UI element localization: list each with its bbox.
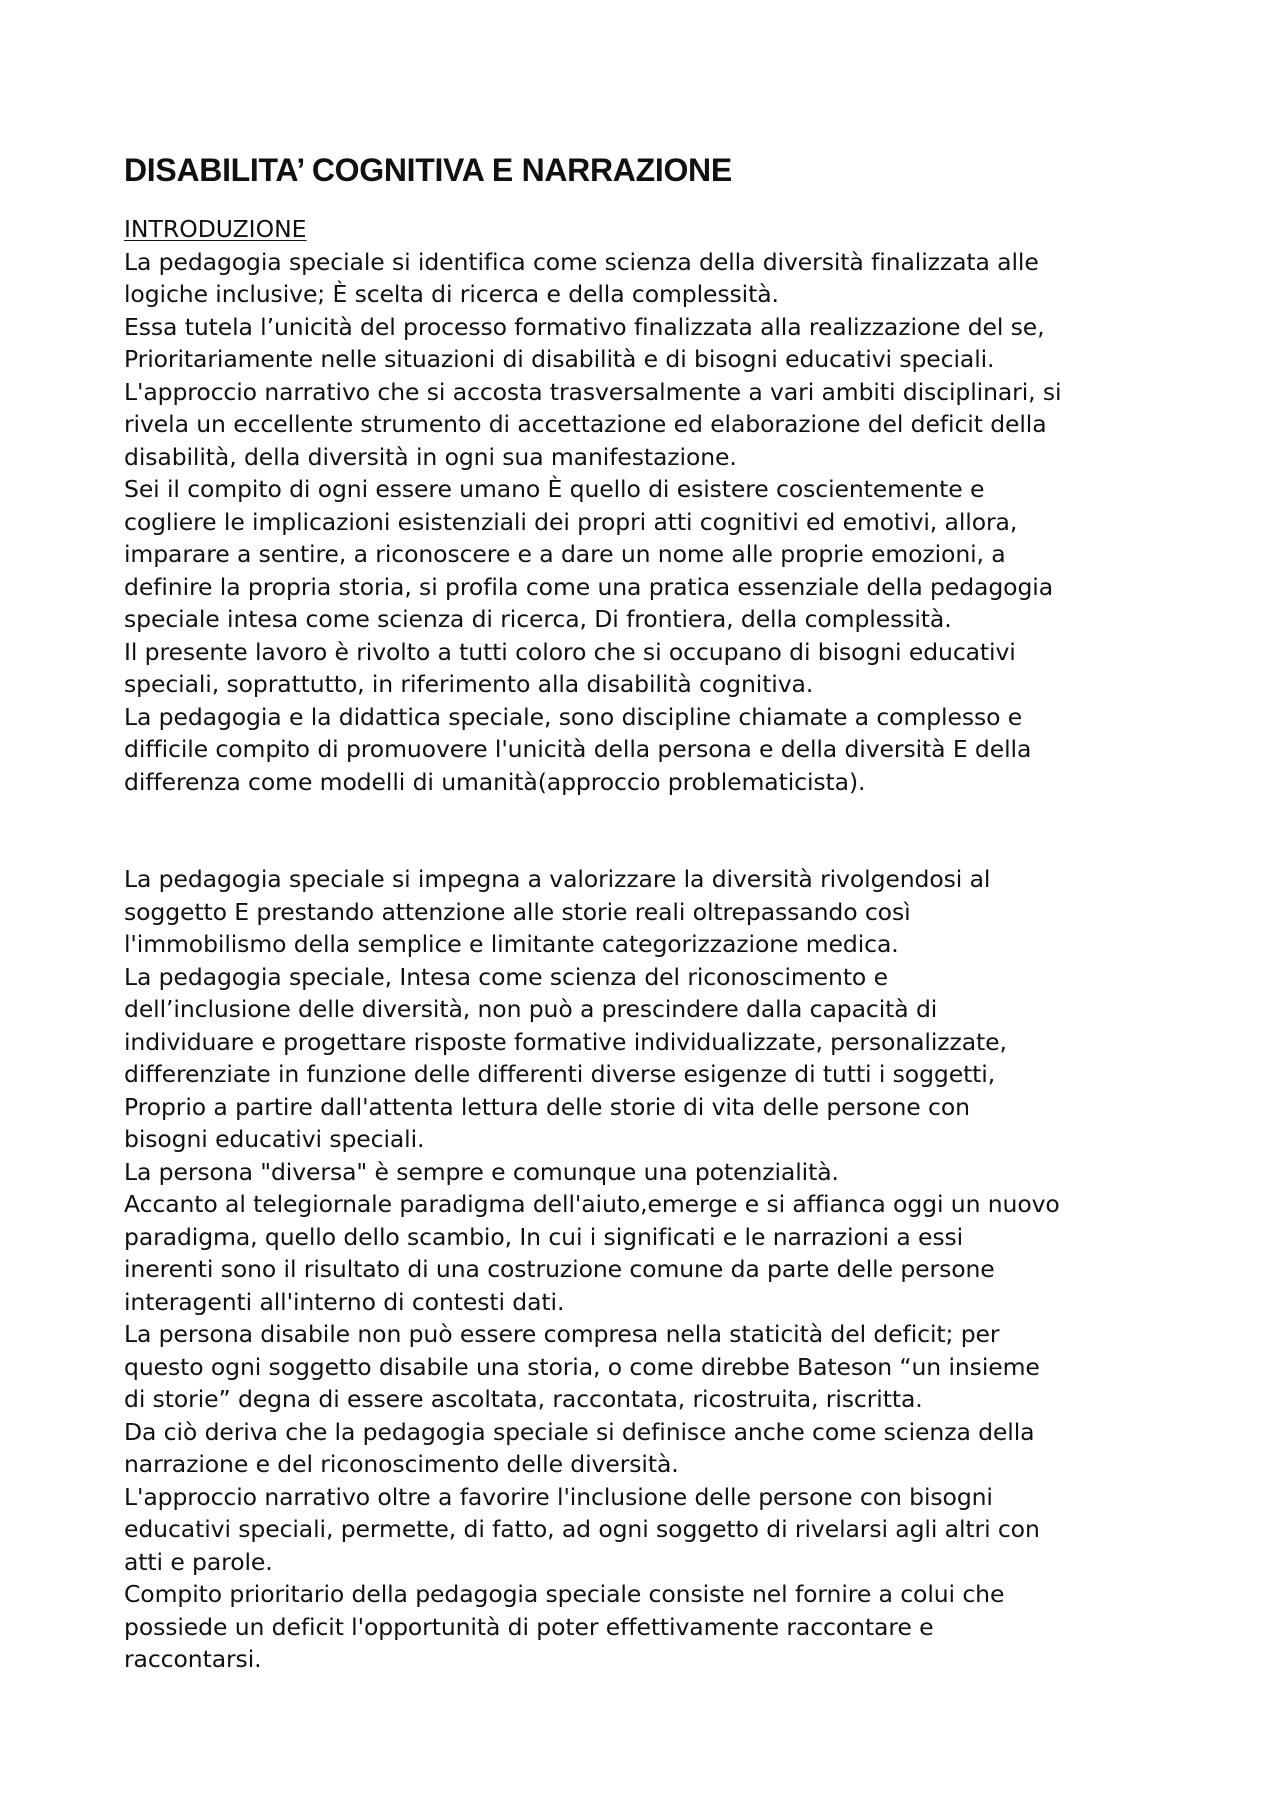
text-line: Sei il compito di ogni essere umano È quello di esistere coscientemente e <box>124 475 985 503</box>
text-line: Da ciò deriva che la pedagogia speciale si definisce anche come scienza della <box>124 1417 1035 1446</box>
text-line: La persona disabile non può essere compresa nella staticità del deficit; per <box>124 1320 1000 1348</box>
text-line: paradigma, quello dello scambio, In cui i significati e le narrazioni a essi <box>124 1222 964 1251</box>
text-line: L'approccio narrativo che si accosta trasversalmente a vari ambiti disciplinari, si <box>124 377 1062 406</box>
document-page <box>124 150 1184 1676</box>
text-line: L'approccio narrativo oltre a favorire l'inclusione delle persone con bisogni <box>124 1482 993 1511</box>
text-line: rivela un eccellente strumento di accettazione ed elaborazione del deficit della <box>124 410 1047 438</box>
text-line: La persona "diversa" è sempre e comunque una potenzialità. <box>124 1157 839 1186</box>
text-line: speciali, soprattutto, in riferimento alla disabilità cognitiva. <box>124 670 814 698</box>
text-line: bisogni educativi speciali. <box>124 1125 425 1153</box>
text-line: La pedagogia speciale si impegna a valorizzare la diversità rivolgendosi al <box>124 865 991 893</box>
text-line: educativi speciali, permette, di fatto, ad ogni soggetto di rivelarsi agli altri con <box>124 1515 1040 1543</box>
text-line: possiede un deficit l'opportunità di poter effettivamente raccontare e <box>124 1612 934 1641</box>
text-line: questo ogni soggetto disabile una storia, o come direbbe Bateson “un insieme <box>124 1352 1040 1381</box>
text-line: speciale intesa come scienza di ricerca, Di frontiera, della complessità. <box>124 605 952 633</box>
text-line: logiche inclusive; È scelta di ricerca e della complessità. <box>124 280 779 308</box>
text-line: individuare e progettare risposte formative individualizzate, personalizzate, <box>124 1027 1007 1056</box>
text-line: narrazione e del riconoscimento delle diversità. <box>124 1450 679 1478</box>
text-line: Accanto al telegiornale paradigma dell'aiuto,emerge e si affianca oggi un nuovo <box>124 1190 1060 1218</box>
text-line: interagenti all'interno di contesti dati. <box>124 1287 565 1316</box>
text-line: l'immobilismo della semplice e limitante categorizzazione medica. <box>124 930 899 958</box>
text-line: di storie” degna di essere ascoltata, raccontata, ricostruita, riscritta. <box>124 1385 923 1413</box>
text-line: Il presente lavoro è rivolto a tutti coloro che si occupano di bisogni educativi <box>124 637 1016 666</box>
text-line: differenziate in funzione delle differenti diverse esigenze di tutti i soggetti, <box>124 1060 996 1088</box>
text-line: imparare a sentire, a riconoscere e a dare un nome alle proprie emozioni, a <box>124 540 1006 568</box>
text-line: soggetto E prestando attenzione alle storie reali oltrepassando così <box>124 897 911 926</box>
document-title: DISABILITA’ COGNITIVA E NARRAZIONE <box>124 152 732 188</box>
text-line: difficile compito di promuovere l'unicità della persona e della diversità E della <box>124 735 1032 763</box>
text-line: Compito prioritario della pedagogia speciale consiste nel fornire a colui che <box>124 1580 1005 1608</box>
text-line: atti e parole. <box>124 1547 273 1576</box>
text-line: La pedagogia speciale si identifica come scienza della diversità finalizzata alle <box>124 247 1039 276</box>
text-line: raccontarsi. <box>124 1645 262 1673</box>
text-line: disabilità, della diversità in ogni sua manifestazione. <box>124 442 737 471</box>
text-line: dell’inclusione delle diversità, non può a prescindere dalla capacità di <box>124 995 938 1023</box>
text-line: inerenti sono il risultato di una costruzione comune da parte delle persone <box>124 1255 995 1283</box>
text-line: Proprio a partire dall'attenta lettura delle storie di vita delle persone con <box>124 1092 970 1121</box>
text-line: differenza come modelli di umanità(approccio problematicista). <box>124 767 866 796</box>
text-line: Essa tutela l’unicità del processo formativo finalizzata alla realizzazione del se, <box>124 312 1045 341</box>
section-heading-introduzione: INTRODUZIONE <box>124 215 307 243</box>
text-line: La pedagogia speciale, Intesa come scienza del riconoscimento e <box>124 962 888 991</box>
text-line: definire la propria storia, si profila come una pratica essenziale della pedagogia <box>124 572 1053 601</box>
paragraph-block-intro <box>124 246 1184 799</box>
text-line: La pedagogia e la didattica speciale, sono discipline chiamate a complesso e <box>124 702 1023 731</box>
paragraph-block-main <box>124 863 1184 1676</box>
text-line: cogliere le implicazioni esistenziali dei propri atti cognitivi ed emotivi, allora, <box>124 507 1018 536</box>
text-line: Prioritariamente nelle situazioni di disabilità e di bisogni educativi speciali. <box>124 345 995 373</box>
paragraph-gap <box>124 798 1184 863</box>
